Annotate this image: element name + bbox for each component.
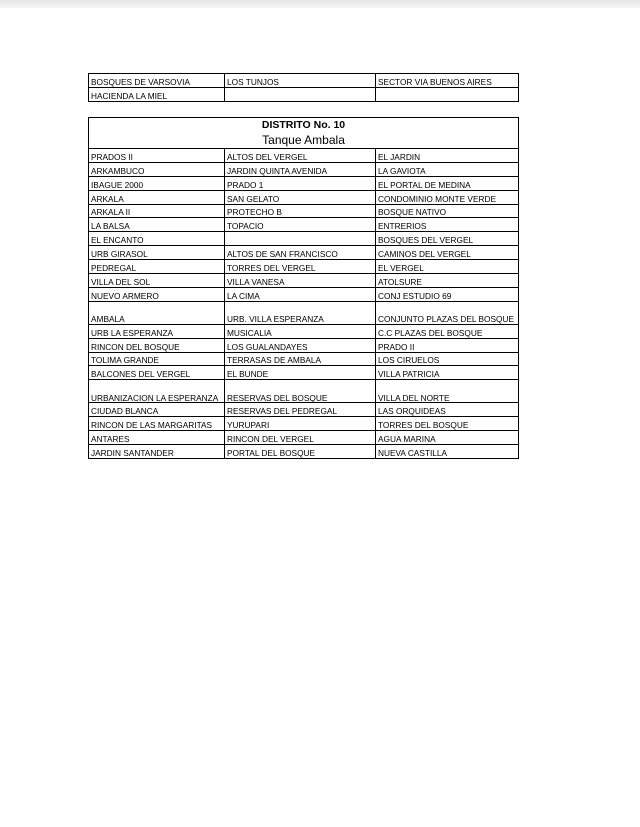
table-row (89, 366, 519, 380)
table-cell: VILLA VANESA (225, 274, 376, 288)
table-row (89, 403, 519, 417)
table-cell: AMBALA (89, 301, 225, 324)
table-row (89, 274, 519, 288)
table-cell: HACIENDA LA MIEL (89, 88, 225, 102)
table-cell: EL JARDIN (376, 149, 519, 163)
table-row (89, 260, 519, 274)
table-cell: LA BALSA (89, 218, 225, 232)
table-cell: ARKALA (89, 190, 225, 204)
table-row (89, 338, 519, 352)
table-row (89, 204, 519, 218)
table-cell: ARKAMBUCO (89, 162, 225, 176)
table-cell: NUEVO ARMERO (89, 287, 225, 301)
table-row (89, 246, 519, 260)
table-row (89, 74, 519, 88)
table-row (89, 88, 519, 102)
table-cell: NUEVA CASTILLA (376, 445, 519, 459)
table-cell: ANTARES (89, 431, 225, 445)
table-row (89, 352, 519, 366)
table-cell: PRADOS II (89, 149, 225, 163)
table-title-row (89, 118, 519, 134)
table-cell: LOS TUNJOS (225, 74, 376, 88)
table-cell: VILLA DEL NORTE (376, 380, 519, 403)
table-cell: BALCONES DEL VERGEL (89, 366, 225, 380)
table-cell: RINCON DEL VERGEL (225, 431, 376, 445)
table-cell: LA GAVIOTA (376, 162, 519, 176)
table-cell: EL ENCANTO (89, 232, 225, 246)
table-cell: ATOLSURE (376, 274, 519, 288)
table-cell: ALTOS DE SAN FRANCISCO (225, 246, 376, 260)
table-cell: URB. VILLA ESPERANZA (225, 301, 376, 324)
table-cell: ALTOS DEL VERGEL (225, 149, 376, 163)
table-cell: IBAGUE 2000 (89, 176, 225, 190)
table-cell (376, 88, 519, 102)
table-cell: CONDOMINIO MONTE VERDE (376, 190, 519, 204)
table-cell: URB LA ESPERANZA (89, 324, 225, 338)
table-row (89, 218, 519, 232)
table-cell: SECTOR VIA BUENOS AIRES (376, 74, 519, 88)
table-cell: ENTRERIOS (376, 218, 519, 232)
table-cell: CIUDAD BLANCA (89, 403, 225, 417)
table-cell: PEDREGAL (89, 260, 225, 274)
table-cell (225, 88, 376, 102)
table-row (89, 380, 519, 403)
table-row (89, 149, 519, 163)
table-cell: CONJ ESTUDIO 69 (376, 287, 519, 301)
table-cell: RINCON DE LAS MARGARITAS (89, 417, 225, 431)
neighborhood-table-continued (88, 73, 519, 102)
table-row (89, 445, 519, 459)
table-cell: TOPACIO (225, 218, 376, 232)
table-cell: CONJUNTO PLAZAS DEL BOSQUE (376, 301, 519, 324)
table-cell: BOSQUES DE VARSOVIA (89, 74, 225, 88)
table-cell: EL PORTAL DE MEDINA (376, 176, 519, 190)
table-cell: TORRES DEL BOSQUE (376, 417, 519, 431)
tank-subtitle: Tanque Ambala (89, 133, 519, 149)
table-cell: MUSICALIA (225, 324, 376, 338)
page-top-edge (0, 0, 640, 8)
district-10-table (88, 117, 519, 459)
table-row (89, 301, 519, 324)
table-cell: PRADO II (376, 338, 519, 352)
table-cell: EL VERGEL (376, 260, 519, 274)
table-cell: URBANIZACION LA ESPERANZA (89, 380, 225, 403)
table-cell: LAS ORQUIDEAS (376, 403, 519, 417)
table-cell: LOS CIRUELOS (376, 352, 519, 366)
table-cell: URB GIRASOL (89, 246, 225, 260)
table-cell: RESERVAS DEL BOSQUE (225, 380, 376, 403)
table-cell: BOSQUES DEL VERGEL (376, 232, 519, 246)
table-row (89, 176, 519, 190)
table-cell: CAMINOS DEL VERGEL (376, 246, 519, 260)
table-cell: TERRASAS DE AMBALA (225, 352, 376, 366)
table-cell: PRADO 1 (225, 176, 376, 190)
table-cell: BOSQUE NATIVO (376, 204, 519, 218)
table-cell (225, 232, 376, 246)
table-cell: JARDIN SANTANDER (89, 445, 225, 459)
table-cell: TOLIMA GRANDE (89, 352, 225, 366)
table-cell: JARDIN QUINTA AVENIDA (225, 162, 376, 176)
table-row (89, 162, 519, 176)
table-row (89, 287, 519, 301)
district-title: DISTRITO No. 10 (89, 118, 519, 134)
table-row (89, 190, 519, 204)
table-cell: TORRES DEL VERGEL (225, 260, 376, 274)
table-cell: SAN GELATO (225, 190, 376, 204)
table-cell: YURUPARI (225, 417, 376, 431)
table-cell: PORTAL DEL BOSQUE (225, 445, 376, 459)
table-row (89, 324, 519, 338)
table-cell: AGUA MARINA (376, 431, 519, 445)
table-cell: VILLA DEL SOL (89, 274, 225, 288)
table-row (89, 417, 519, 431)
table-cell: RESERVAS DEL PEDREGAL (225, 403, 376, 417)
table-cell: PROTECHO B (225, 204, 376, 218)
table-cell: LA CIMA (225, 287, 376, 301)
table-subtitle-row (89, 133, 519, 149)
table-cell: LOS GUALANDAYES (225, 338, 376, 352)
table-row (89, 232, 519, 246)
table-cell: VILLA PATRICIA (376, 366, 519, 380)
table-cell: RINCON DEL BOSQUE (89, 338, 225, 352)
table-cell: EL BUNDE (225, 366, 376, 380)
table-row (89, 431, 519, 445)
table-cell: C.C PLAZAS DEL BOSQUE (376, 324, 519, 338)
table-cell: ARKALA II (89, 204, 225, 218)
